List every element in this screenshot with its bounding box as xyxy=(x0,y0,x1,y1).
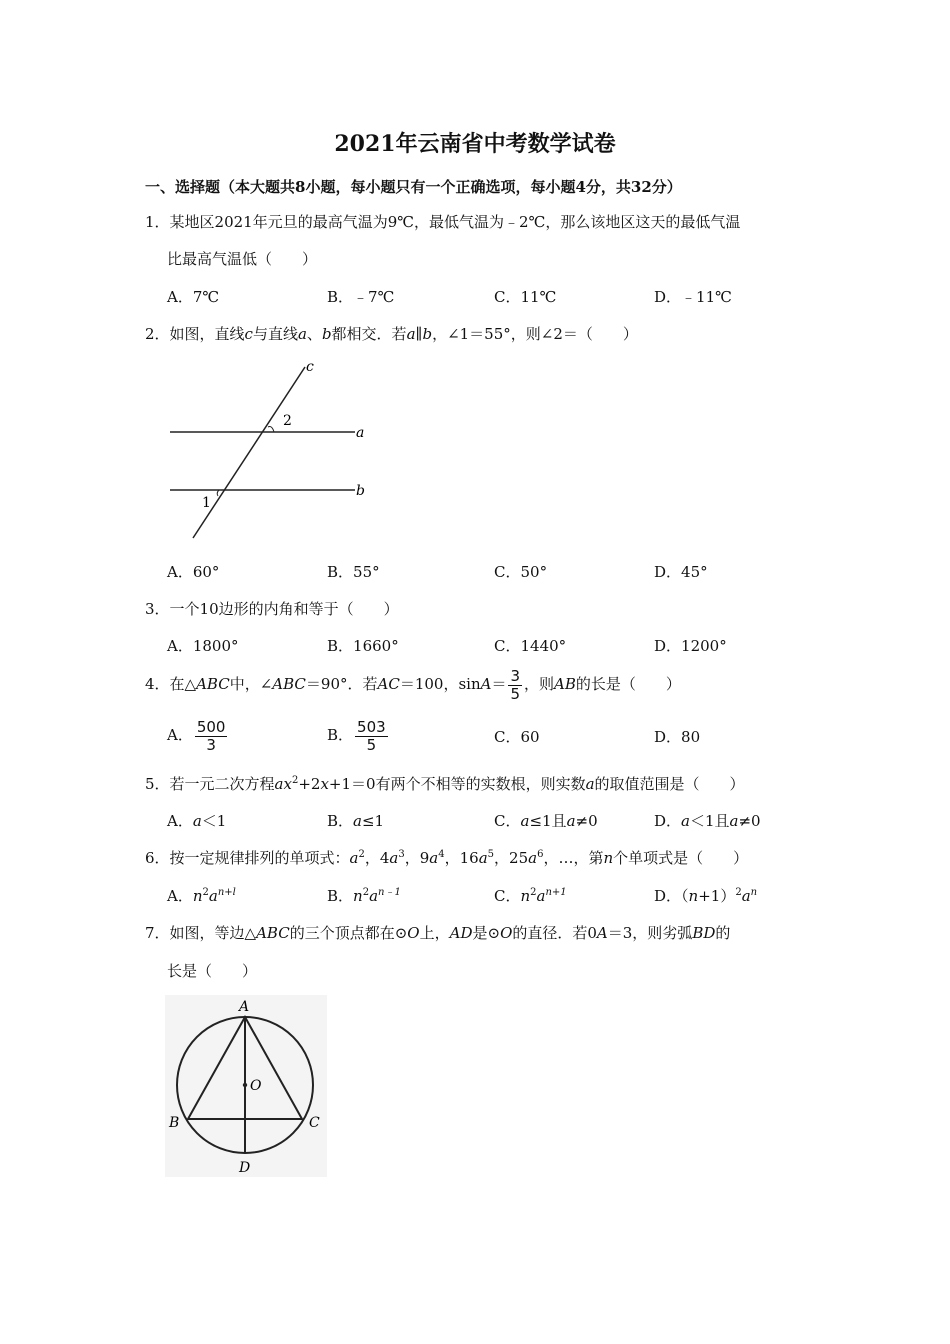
figure-label-angle-1: 1 xyxy=(202,495,211,511)
question-1-option-a: A．7℃ xyxy=(167,288,220,306)
question-1-text-line2: 比最高气温低（ ） xyxy=(167,250,318,268)
question-3-option-a: A．1800° xyxy=(167,637,239,655)
question-5-option-a: A．a＜1 xyxy=(167,812,227,830)
figure-label-A: A xyxy=(239,999,250,1015)
question-5-option-b: B．a≤1 xyxy=(327,812,385,830)
question-4-option-a: A． $\frac{500}{3}$ xyxy=(167,717,226,754)
question-6-option-b: B．$n^2a^{n﹣1}$ xyxy=(327,887,401,905)
question-4-option-d: D．80 xyxy=(654,728,701,746)
question-7-text-line2: 长是（ ） xyxy=(167,962,258,980)
question-1-option-b: B．﹣7℃ xyxy=(327,288,395,306)
question-2-text: 2．如图，直线c与直线a、b都相交．若a∥b，∠1＝55°，则∠2＝（ ） xyxy=(145,325,638,343)
figure-label-B: B xyxy=(169,1115,180,1131)
section-heading-choice: 一、选择题（本大题共8小题，每小题只有一个正确选项，每小题4分，共32分） xyxy=(145,178,682,196)
question-4-option-c: C．60 xyxy=(494,728,540,746)
question-5-option-d: D．a＜1且a≠0 xyxy=(654,812,761,830)
question-5-option-c: C．a≤1且a≠0 xyxy=(494,812,598,830)
question-1-option-c: C．11℃ xyxy=(494,288,557,306)
question-6-option-d: D．$(n+1)^2a^n$ xyxy=(654,887,758,905)
figure-label-a: a xyxy=(356,425,365,441)
question-6-option-a: A．$n^2a^{n+l}$ xyxy=(167,887,236,905)
question-3-option-c: C．1440° xyxy=(494,637,567,655)
question-4-text: 4．在△ABC中，∠ABC＝90°．若AC＝100，sinA＝ $\frac{3}{5}$ ，则AB的长是（ ） xyxy=(145,666,681,703)
question-3-option-b: B．1660° xyxy=(327,637,399,655)
question-2-option-d: D．45° xyxy=(654,563,708,581)
question-2-option-c: C．50° xyxy=(494,563,548,581)
question-1-text-line1: 1．某地区2021年元旦的最高气温为9℃，最低气温为﹣2℃，那么该地区这天的最低气温 xyxy=(145,213,741,231)
question-3-text: 3．一个10边形的内角和等于（ ） xyxy=(145,600,399,618)
fraction-three-fifths: $\frac{3}{5}$ xyxy=(510,666,521,703)
figure-label-D: D xyxy=(239,1160,251,1176)
figure-label-b: b xyxy=(356,483,365,499)
question-1-option-d: D．﹣11℃ xyxy=(654,288,732,306)
figure-label-c: c xyxy=(306,359,314,375)
question-7-text-line1: 7．如图，等边△ABC的三个顶点都在⊙O上，AD是⊙O的直径．若0A＝3，则劣弧BD的 xyxy=(145,924,731,942)
question-2-option-b: B．55° xyxy=(327,563,380,581)
figure-label-C: C xyxy=(309,1115,320,1131)
question-3-option-d: D．1200° xyxy=(654,637,727,655)
figure-label-angle-2: 2 xyxy=(283,413,292,429)
circle-triangle-figure xyxy=(165,995,330,1180)
question-2-option-a: A．60° xyxy=(167,563,220,581)
page-title: 2021年云南省中考数学试卷 xyxy=(334,131,616,157)
parallel-lines-figure xyxy=(160,355,380,545)
question-4-option-b: B． $\frac{503}{5}$ xyxy=(327,717,386,754)
question-6-text: 6．按一定规律排列的单项式：$a^2$，$4a^3$，$9a^4$，$16a^5$，$25a^6$，…，第n个单项式是（ ） xyxy=(145,849,749,867)
question-6-option-c: C．$n^2a^{n+1}$ xyxy=(494,887,567,905)
figure-label-O: O xyxy=(250,1078,262,1094)
question-5-text: 5．若一元二次方程$ax^2+2x+1=0$有两个不相等的实数根，则实数a的取值范围是（ ） xyxy=(145,775,745,793)
